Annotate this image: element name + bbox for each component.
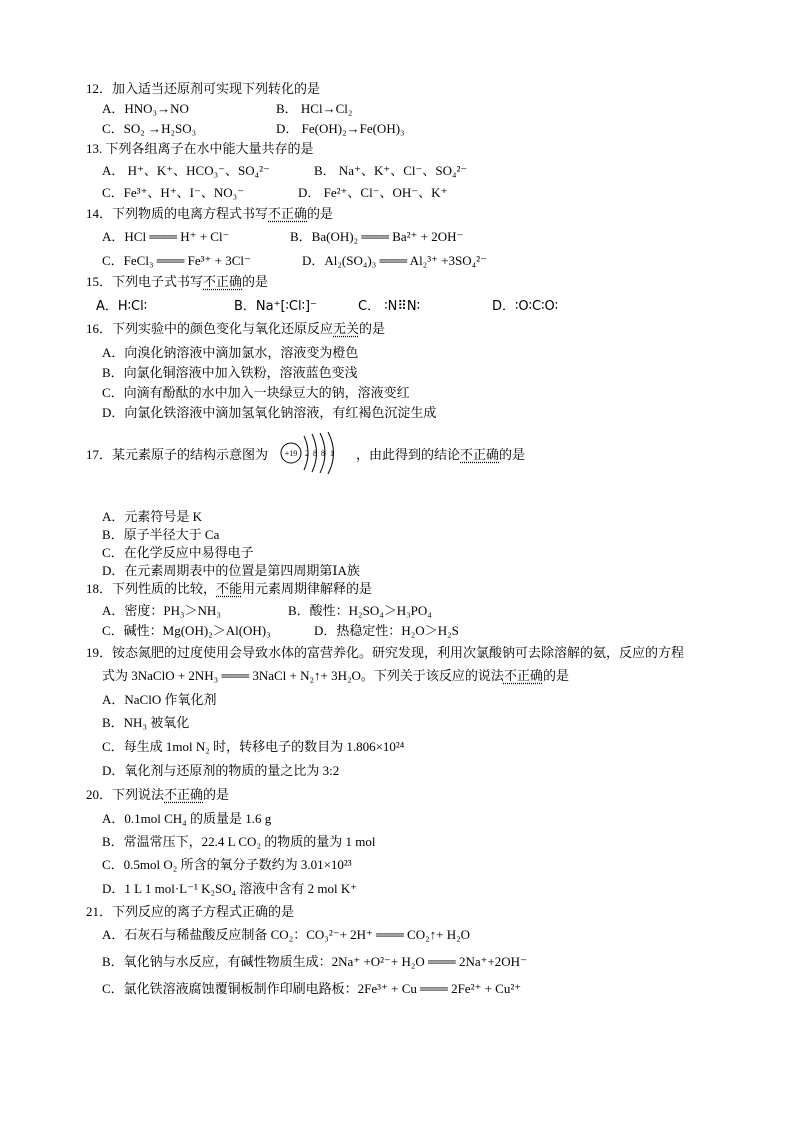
q17-option-c: C．在化学反应中易得电子 [102, 545, 254, 560]
q15-stem-post: 的是 [242, 274, 269, 289]
q16-option-c: C．向滴有酚酞的水中加入一块绿豆大的钠，溶液变红 [102, 385, 410, 400]
q15-option-b: B．Na⁺[∶Cl∶]⁻ [234, 299, 317, 314]
q12-option-d: D． Fe(OH)₂→Fe(OH)₃ [276, 121, 405, 136]
q15-stem [86, 273, 268, 291]
q13-option-c: C．Fe³⁺、H⁺、I⁻、NO₃⁻ [102, 185, 245, 200]
q20-option-c: C．0.5mol O₂ 所含的氧分子数约为 3.01×10²³ [102, 857, 352, 872]
q19-option-a: A．NaClO 作氧化剂 [102, 692, 217, 707]
q20-stem [86, 786, 229, 804]
q21-option-c: C．氯化铁溶液腐蚀覆铜板制作印刷电路板：2Fe³⁺ + Cu ═══ 2Fe²⁺ + Cu²⁺ [102, 981, 522, 996]
q19-line-2-emphasis: 不正确 [503, 668, 543, 683]
q14-stem-pre: 14．下列物质的电离方程式书写 [86, 206, 269, 221]
q19-line-2 [102, 667, 569, 685]
q18-option-a: A．密度：PH₃＞NH₃ [102, 603, 221, 618]
q14-stem-post: 的是 [307, 206, 334, 221]
shell-count-4: 1 [330, 449, 334, 458]
q17-stem-post: 的是 [499, 447, 526, 462]
q20-stem-post: 的是 [203, 787, 230, 802]
q15-option-a: A．H∶Cl∶ [96, 299, 148, 314]
q13-option-b: B． Na⁺、K⁺、Cl⁻、SO₄²⁻ [314, 163, 468, 178]
q20-option-a: A．0.1mol CH₄ 的质量是 1.6 g [102, 811, 272, 826]
q12-option-c: C．SO₂ →H₂SO₃ [102, 121, 197, 136]
q18-option-c: C．碱性：Mg(OH)₂＞Al(OH)₃ [102, 623, 271, 638]
q19-option-c: C．每生成 1mol N₂ 时，转移电子的数目为 1.806×10²⁴ [102, 739, 405, 754]
q16-stem-pre: 16．下列实验中的颜色变化与氧化还原反应 [86, 321, 334, 336]
q19-line-2-pre: 式为 3NaClO + 2NH₃ ═══ 3NaCl + N₂↑+ 3H₂O。下列关于该反应的说法 [102, 668, 504, 683]
q21-option-b: B．氧化钠与水反应，有碱性物质生成：2Na⁺ +O²⁻+ H₂O ═══ 2Na⁺+2OH⁻ [102, 954, 527, 969]
q18-stem-pre: 18．下列性质的比较， [86, 581, 217, 596]
q14-option-d: D．Al₂(SO₄)₃ ═══ Al₂³⁺ +3SO₄²⁻ [302, 253, 487, 268]
q17-stem-tail [356, 446, 525, 464]
q15-option-d: D．∶O∶C∶O∶ [492, 299, 559, 314]
shell-count-3: 8 [321, 449, 325, 458]
q17-option-d: D．在元素周期表中的位置是第四周期第ⅠA族 [102, 563, 360, 578]
q17-stem-mid: ，由此得到的结论 [356, 447, 461, 462]
shell-count-2: 8 [313, 449, 317, 458]
atomic-structure-svg [278, 430, 348, 476]
shell-count-1: 2 [305, 449, 309, 458]
q20-option-b: B．常温常压下，22.4 L CO₂ 的物质的量为 1 mol [102, 834, 376, 849]
q21-option-a: A．石灰石与稀盐酸反应制备 CO₂：CO₃²⁻+ 2H⁺ ═══ CO₂↑+ H₂O [102, 927, 471, 942]
q20-option-d: D．1 L 1 mol·L⁻¹ K₂SO₄ 溶液中含有 2 mol K⁺ [102, 881, 358, 896]
q17-option-a: A．元素符号是 K [102, 509, 203, 524]
q21-stem: 21．下列反应的离子方程式正确的是 [86, 904, 295, 919]
q16-stem-emphasis: 无关 [333, 321, 360, 336]
q14-option-c: C．FeCl₃ ═══ Fe³⁺ + 3Cl⁻ [102, 253, 251, 268]
q15-stem-pre: 15．下列电子式书写 [86, 274, 204, 289]
q18-option-b: B．酸性：H₂SO₄＞H₃PO₄ [288, 603, 432, 618]
q16-option-d: D．向氯化铁溶液中滴加氢氧化钠溶液，有红褐色沉淀生成 [102, 405, 437, 420]
q17-stem-emphasis: 不正确 [460, 447, 500, 462]
q13-option-d: D． Fe²⁺、Cl⁻、OH⁻、K⁺ [298, 185, 448, 200]
q17-stem-pre: 17．某元素原子的结构示意图为 [86, 447, 269, 462]
q20-stem-emphasis: 不正确 [164, 787, 204, 802]
q12-option-b: B． HCl→Cl₂ [276, 101, 353, 116]
q15-option-c: C． ∶N⠿N∶ [358, 299, 420, 314]
q16-stem-post: 的是 [359, 321, 386, 336]
q16-option-b: B．向氯化铜溶液中加入铁粉，溶液蓝色变浅 [102, 365, 358, 380]
atomic-structure-diagram [278, 430, 348, 476]
nucleus-charge: +19 [284, 449, 298, 458]
q16-stem [86, 320, 385, 338]
q14-stem-emphasis: 不正确 [268, 206, 308, 221]
q13-option-a: A． H⁺、K⁺、HCO₃⁻、SO₄²⁻ [102, 163, 270, 178]
q18-option-d: D．热稳定性：H₂O＞H₂S [314, 623, 459, 638]
q12-stem: 12．加入适当还原剂可实现下列转化的是 [86, 81, 321, 96]
q19-line-1: 19．铵态氮肥的过度使用会导致水体的富营养化。研究发现，利用次氯酸钠可去除溶解的氨，反应的方程 [86, 645, 685, 660]
q18-stem [86, 580, 372, 598]
q19-option-d: D．氧化剂与还原剂的物质的量之比为 3:2 [102, 763, 340, 778]
q15-stem-emphasis: 不正确 [203, 274, 243, 289]
q13-stem: 13. 下列各组离子在水中能大量共存的是 [86, 141, 314, 156]
q18-stem-post: 用元素周期律解释的是 [242, 581, 373, 596]
q17-option-b: B．原子半径大于 Ca [102, 527, 220, 542]
q14-option-b: B．Ba(OH)₂ ═══ Ba²⁺ + 2OH⁻ [290, 229, 464, 244]
q20-stem-pre: 20．下列说法 [86, 787, 165, 802]
q19-line-2-post: 的是 [542, 668, 569, 683]
q19-option-b: B．NH₃ 被氧化 [102, 715, 190, 730]
q16-option-a: A．向溴化钠溶液中滴加氯水，溶液变为橙色 [102, 345, 359, 360]
q14-stem [86, 205, 333, 223]
q14-option-a: A．HCl ═══ H⁺ + Cl⁻ [102, 229, 230, 244]
q12-option-a: A．HNO₃→NO [102, 101, 189, 116]
q18-stem-emphasis: 不能 [216, 581, 243, 596]
